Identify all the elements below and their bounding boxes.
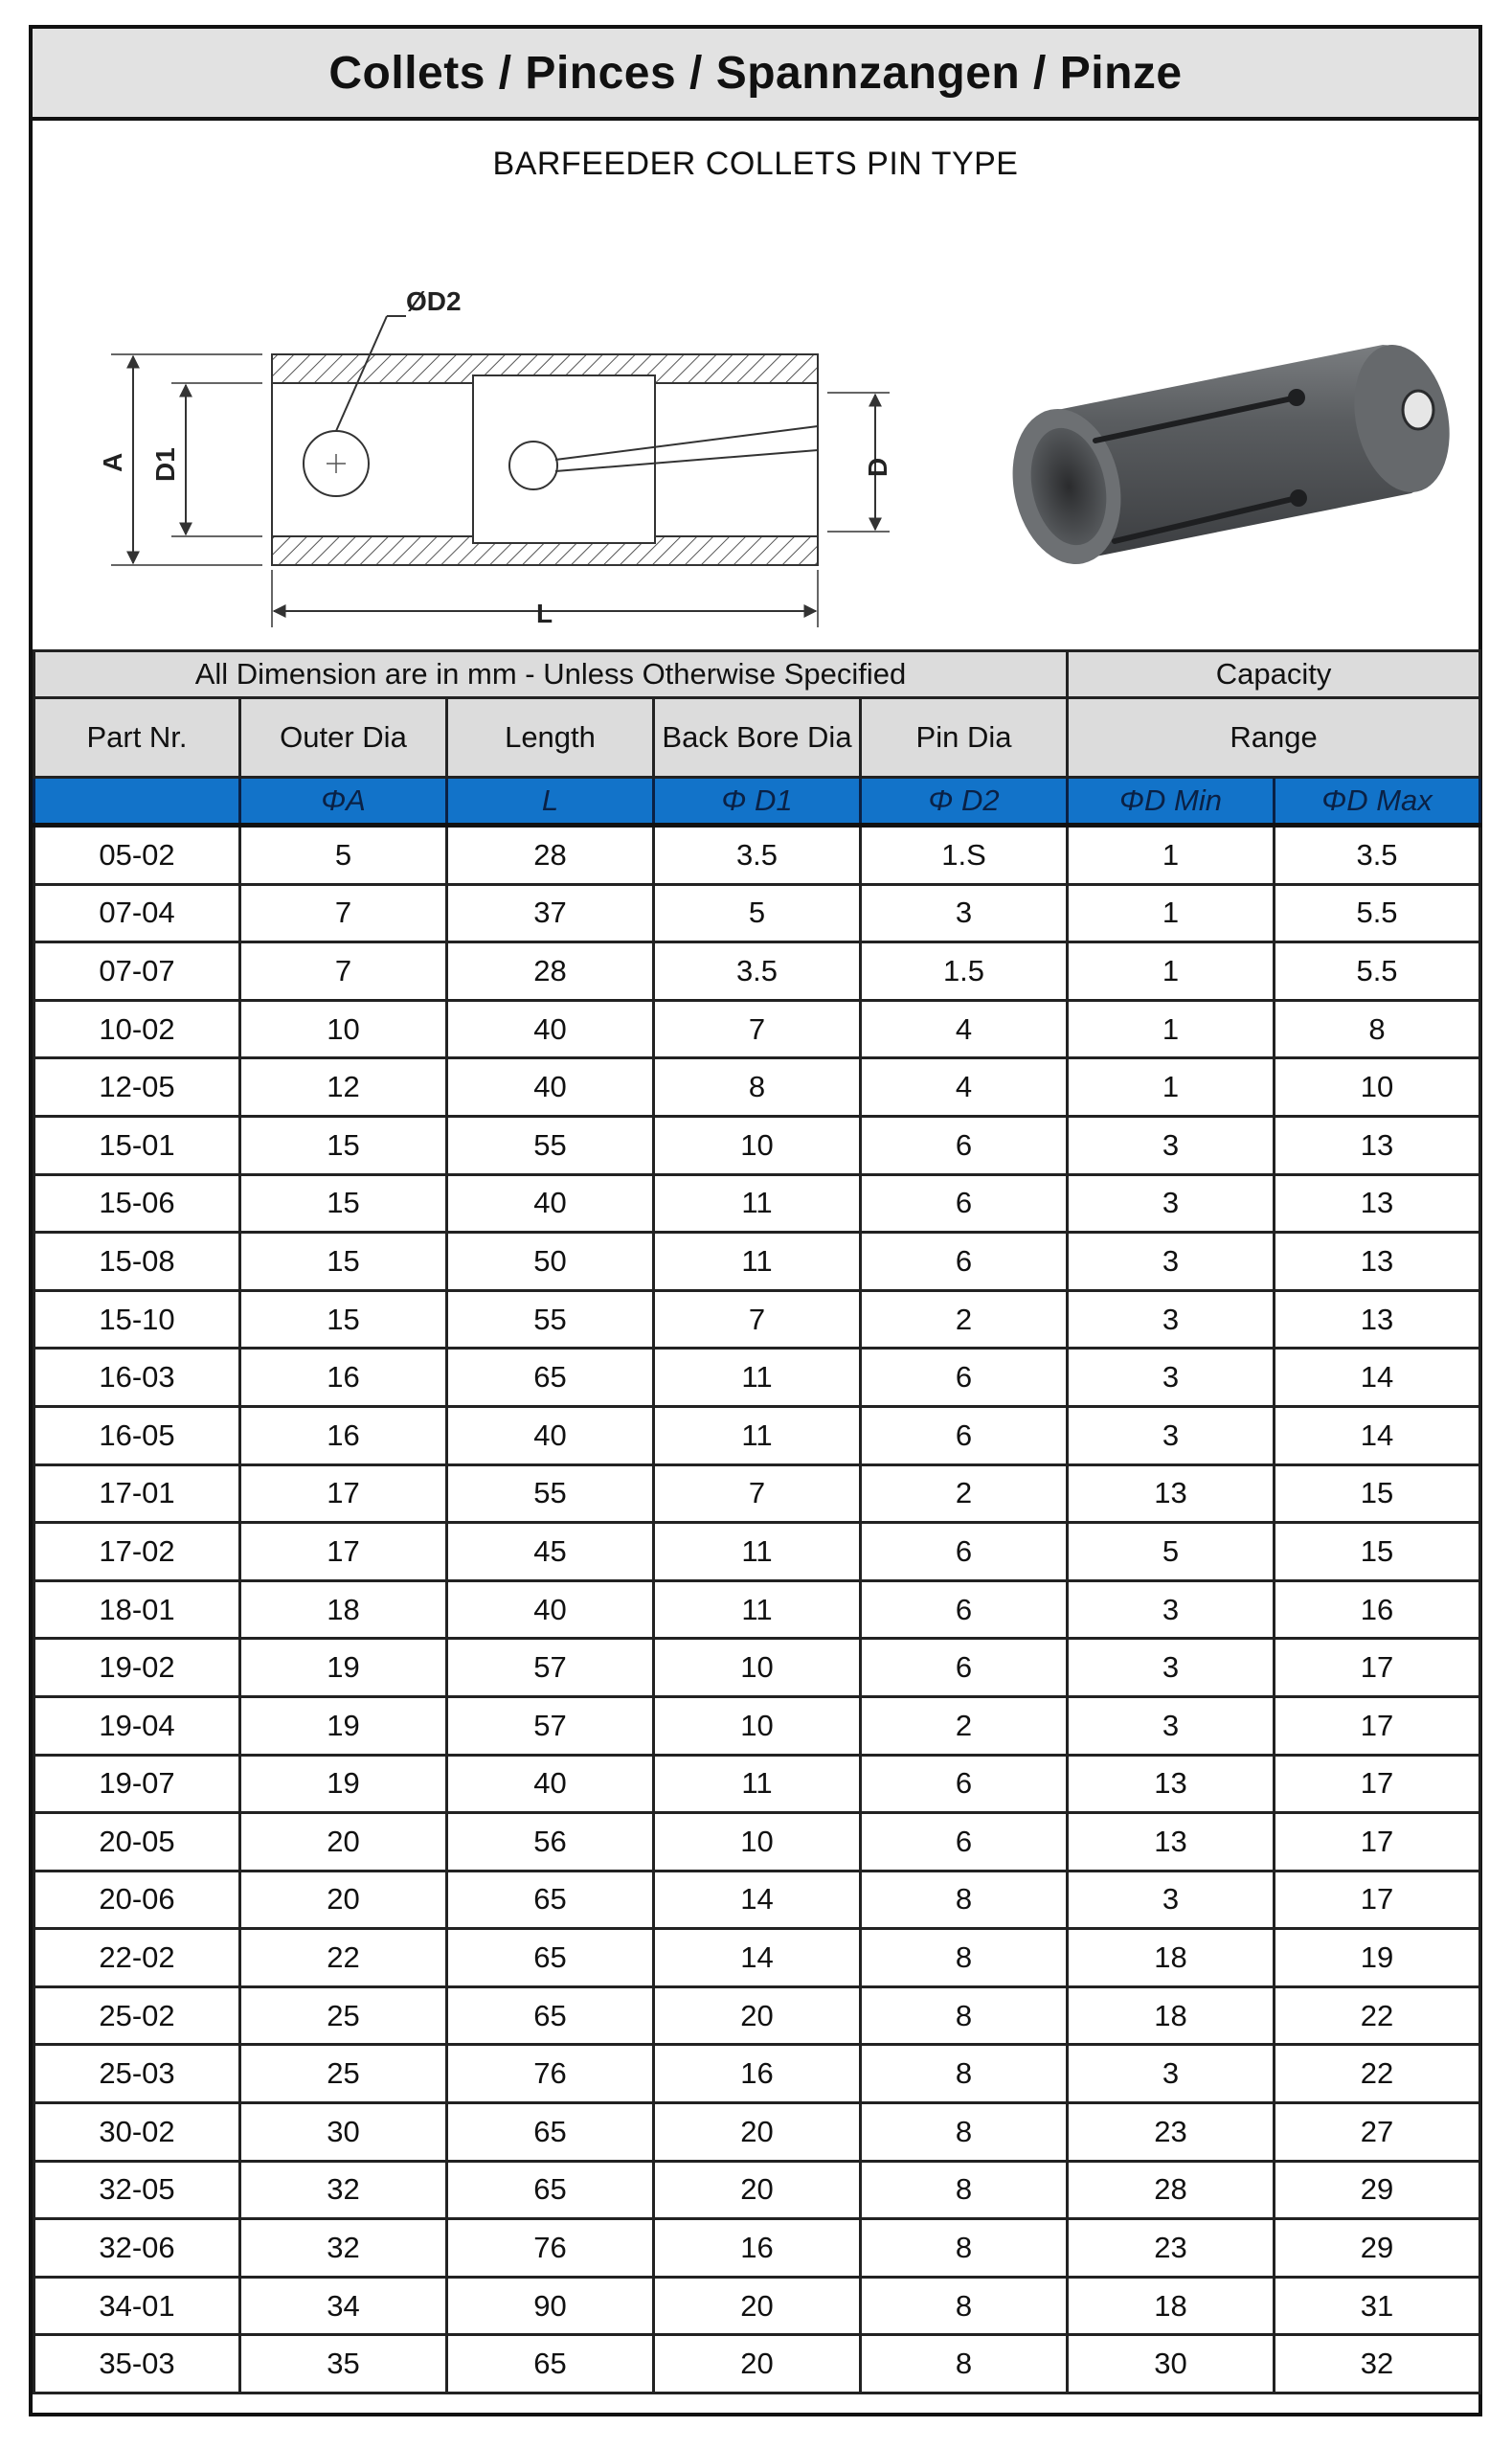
cell-outer-dia: 18 bbox=[240, 1580, 447, 1639]
cell-d-max: 16 bbox=[1275, 1580, 1480, 1639]
cell-pin-dia: 8 bbox=[861, 2103, 1068, 2162]
cell-d-max: 15 bbox=[1275, 1523, 1480, 1581]
cell-d-min: 18 bbox=[1068, 2277, 1275, 2335]
cell-back-bore-dia: 10 bbox=[654, 1639, 861, 1697]
cell-back-bore-dia: 20 bbox=[654, 2103, 861, 2162]
cell-back-bore-dia: 11 bbox=[654, 1523, 861, 1581]
table-row bbox=[34, 2045, 1480, 2103]
table-row bbox=[34, 2335, 1480, 2393]
cell-d-max: 29 bbox=[1275, 2161, 1480, 2219]
cell-d-min: 3 bbox=[1068, 1349, 1275, 1407]
cell-back-bore-dia: 10 bbox=[654, 1813, 861, 1872]
cell-d-max: 10 bbox=[1275, 1058, 1480, 1117]
cell-back-bore-dia: 20 bbox=[654, 2335, 861, 2393]
cell-outer-dia: 15 bbox=[240, 1233, 447, 1291]
table-row bbox=[34, 1000, 1480, 1058]
cell-part-nr: 19-07 bbox=[34, 1755, 240, 1813]
cell-outer-dia: 7 bbox=[240, 884, 447, 942]
label-l: L bbox=[536, 599, 553, 628]
cell-d-max: 17 bbox=[1275, 1755, 1480, 1813]
cell-pin-dia: 6 bbox=[861, 1233, 1068, 1291]
cell-outer-dia: 25 bbox=[240, 1986, 447, 2045]
cell-d-min: 3 bbox=[1068, 2045, 1275, 2103]
capacity-header: Capacity bbox=[1068, 651, 1480, 698]
cell-length: 65 bbox=[447, 2103, 654, 2162]
table-row bbox=[34, 1523, 1480, 1581]
cell-pin-dia: 6 bbox=[861, 1639, 1068, 1697]
table-row bbox=[34, 1290, 1480, 1349]
table-row bbox=[34, 1174, 1480, 1233]
cell-back-bore-dia: 20 bbox=[654, 2277, 861, 2335]
label-a: A bbox=[98, 452, 127, 472]
cell-part-nr: 19-04 bbox=[34, 1696, 240, 1755]
cell-part-nr: 35-03 bbox=[34, 2335, 240, 2393]
cell-pin-dia: 8 bbox=[861, 1871, 1068, 1929]
header-back-bore-dia: Back Bore Dia bbox=[654, 698, 861, 778]
cell-outer-dia: 15 bbox=[240, 1290, 447, 1349]
table-row bbox=[34, 2219, 1480, 2278]
cell-d-min: 3 bbox=[1068, 1174, 1275, 1233]
cell-pin-dia: 6 bbox=[861, 1116, 1068, 1174]
cell-d-min: 3 bbox=[1068, 1871, 1275, 1929]
cell-length: 40 bbox=[447, 1406, 654, 1464]
table-row bbox=[34, 1986, 1480, 2045]
cell-d-max: 17 bbox=[1275, 1639, 1480, 1697]
cell-part-nr: 15-06 bbox=[34, 1174, 240, 1233]
symbol-l: L bbox=[447, 778, 654, 826]
cell-d-max: 32 bbox=[1275, 2335, 1480, 2393]
cell-back-bore-dia: 3.5 bbox=[654, 826, 861, 885]
table-row bbox=[34, 1406, 1480, 1464]
cell-outer-dia: 19 bbox=[240, 1755, 447, 1813]
header-pin-dia: Pin Dia bbox=[861, 698, 1068, 778]
cell-d-max: 22 bbox=[1275, 1986, 1480, 2045]
table-row bbox=[34, 1696, 1480, 1755]
table-row bbox=[34, 1871, 1480, 1929]
cell-d-min: 3 bbox=[1068, 1580, 1275, 1639]
cell-d-max: 3.5 bbox=[1275, 826, 1480, 885]
cell-d-max: 15 bbox=[1275, 1464, 1480, 1523]
table-row bbox=[34, 1349, 1480, 1407]
cell-part-nr: 32-05 bbox=[34, 2161, 240, 2219]
cell-back-bore-dia: 7 bbox=[654, 1464, 861, 1523]
cell-back-bore-dia: 16 bbox=[654, 2045, 861, 2103]
cell-d-max: 5.5 bbox=[1275, 884, 1480, 942]
cell-d-max: 8 bbox=[1275, 1000, 1480, 1058]
table-note-row bbox=[34, 651, 1480, 698]
cell-d-min: 1 bbox=[1068, 942, 1275, 1001]
cell-part-nr: 12-05 bbox=[34, 1058, 240, 1117]
cell-outer-dia: 25 bbox=[240, 2045, 447, 2103]
cell-part-nr: 17-02 bbox=[34, 1523, 240, 1581]
cell-pin-dia: 4 bbox=[861, 1000, 1068, 1058]
cell-part-nr: 20-05 bbox=[34, 1813, 240, 1872]
cell-d-min: 13 bbox=[1068, 1755, 1275, 1813]
table-row bbox=[34, 826, 1480, 885]
table-row bbox=[34, 2277, 1480, 2335]
cell-part-nr: 22-02 bbox=[34, 1929, 240, 1987]
cell-length: 56 bbox=[447, 1813, 654, 1872]
cell-length: 65 bbox=[447, 2335, 654, 2393]
cell-d-min: 13 bbox=[1068, 1813, 1275, 1872]
table-row bbox=[34, 1464, 1480, 1523]
cell-length: 40 bbox=[447, 1755, 654, 1813]
cell-length: 28 bbox=[447, 942, 654, 1001]
cell-back-bore-dia: 11 bbox=[654, 1406, 861, 1464]
cell-length: 57 bbox=[447, 1696, 654, 1755]
cell-length: 55 bbox=[447, 1464, 654, 1523]
collet-technical-drawing bbox=[90, 249, 914, 651]
cell-d-min: 3 bbox=[1068, 1406, 1275, 1464]
cell-d-min: 13 bbox=[1068, 1464, 1275, 1523]
cell-pin-dia: 6 bbox=[861, 1174, 1068, 1233]
cell-back-bore-dia: 10 bbox=[654, 1116, 861, 1174]
cell-part-nr: 16-03 bbox=[34, 1349, 240, 1407]
cell-length: 57 bbox=[447, 1639, 654, 1697]
table-row bbox=[34, 1929, 1480, 1987]
table-row bbox=[34, 1058, 1480, 1117]
cell-d-max: 13 bbox=[1275, 1116, 1480, 1174]
cell-part-nr: 32-06 bbox=[34, 2219, 240, 2278]
cell-pin-dia: 8 bbox=[861, 2045, 1068, 2103]
symbol-d2: Φ D2 bbox=[861, 778, 1068, 826]
cell-outer-dia: 10 bbox=[240, 1000, 447, 1058]
cell-d-min: 3 bbox=[1068, 1116, 1275, 1174]
table-row bbox=[34, 1233, 1480, 1291]
cell-part-nr: 19-02 bbox=[34, 1639, 240, 1697]
cell-pin-dia: 6 bbox=[861, 1406, 1068, 1464]
cell-outer-dia: 19 bbox=[240, 1696, 447, 1755]
cell-outer-dia: 15 bbox=[240, 1116, 447, 1174]
cell-pin-dia: 1.5 bbox=[861, 942, 1068, 1001]
cell-d-min: 23 bbox=[1068, 2219, 1275, 2278]
cell-pin-dia: 2 bbox=[861, 1464, 1068, 1523]
cell-pin-dia: 8 bbox=[861, 2277, 1068, 2335]
cell-d-min: 3 bbox=[1068, 1233, 1275, 1291]
cell-length: 90 bbox=[447, 2277, 654, 2335]
cell-pin-dia: 6 bbox=[861, 1580, 1068, 1639]
cell-length: 55 bbox=[447, 1116, 654, 1174]
symbol-d-min: ΦD Min bbox=[1068, 778, 1275, 826]
cell-pin-dia: 4 bbox=[861, 1058, 1068, 1117]
cell-part-nr: 25-02 bbox=[34, 1986, 240, 2045]
cell-outer-dia: 20 bbox=[240, 1871, 447, 1929]
table-row bbox=[34, 1813, 1480, 1872]
cell-pin-dia: 8 bbox=[861, 2219, 1068, 2278]
cell-outer-dia: 22 bbox=[240, 1929, 447, 1987]
cell-back-bore-dia: 7 bbox=[654, 1290, 861, 1349]
cell-pin-dia: 6 bbox=[861, 1349, 1068, 1407]
label-d1: D1 bbox=[150, 447, 180, 482]
cell-part-nr: 15-01 bbox=[34, 1116, 240, 1174]
header-length: Length bbox=[447, 698, 654, 778]
symbol-a: ΦA bbox=[240, 778, 447, 826]
cell-part-nr: 34-01 bbox=[34, 2277, 240, 2335]
cell-pin-dia: 8 bbox=[861, 2335, 1068, 2393]
table-row bbox=[34, 1116, 1480, 1174]
symbol-d-max: ΦD Max bbox=[1275, 778, 1480, 826]
cell-part-nr: 05-02 bbox=[34, 826, 240, 885]
table-row bbox=[34, 942, 1480, 1001]
cell-part-nr: 07-04 bbox=[34, 884, 240, 942]
cell-d-min: 1 bbox=[1068, 884, 1275, 942]
cell-outer-dia: 16 bbox=[240, 1349, 447, 1407]
cell-outer-dia: 32 bbox=[240, 2161, 447, 2219]
document-frame bbox=[29, 25, 1482, 2416]
cell-back-bore-dia: 3.5 bbox=[654, 942, 861, 1001]
cell-d-max: 22 bbox=[1275, 2045, 1480, 2103]
cell-outer-dia: 17 bbox=[240, 1464, 447, 1523]
cell-d-min: 28 bbox=[1068, 2161, 1275, 2219]
cell-d-max: 27 bbox=[1275, 2103, 1480, 2162]
cell-length: 65 bbox=[447, 2161, 654, 2219]
cell-part-nr: 30-02 bbox=[34, 2103, 240, 2162]
page-subtitle: BARFEEDER COLLETS PIN TYPE bbox=[492, 146, 1019, 182]
cell-length: 45 bbox=[447, 1523, 654, 1581]
cell-length: 65 bbox=[447, 1929, 654, 1987]
cell-pin-dia: 2 bbox=[861, 1696, 1068, 1755]
cell-back-bore-dia: 14 bbox=[654, 1929, 861, 1987]
cell-back-bore-dia: 11 bbox=[654, 1755, 861, 1813]
cell-outer-dia: 7 bbox=[240, 942, 447, 1001]
dimensions-table bbox=[33, 649, 1481, 2394]
cell-pin-dia: 6 bbox=[861, 1755, 1068, 1813]
cell-length: 40 bbox=[447, 1058, 654, 1117]
cell-back-bore-dia: 20 bbox=[654, 1986, 861, 2045]
cell-d-min: 3 bbox=[1068, 1696, 1275, 1755]
table-symbol-row bbox=[34, 778, 1480, 826]
collet-product-image bbox=[981, 306, 1478, 613]
cell-back-bore-dia: 11 bbox=[654, 1349, 861, 1407]
cell-pin-dia: 3 bbox=[861, 884, 1068, 942]
cell-part-nr: 15-08 bbox=[34, 1233, 240, 1291]
cell-part-nr: 07-07 bbox=[34, 942, 240, 1001]
cell-d-max: 31 bbox=[1275, 2277, 1480, 2335]
cell-pin-dia: 1.S bbox=[861, 826, 1068, 885]
cell-part-nr: 16-05 bbox=[34, 1406, 240, 1464]
cell-length: 65 bbox=[447, 1871, 654, 1929]
cell-back-bore-dia: 11 bbox=[654, 1580, 861, 1639]
cell-length: 40 bbox=[447, 1580, 654, 1639]
cell-back-bore-dia: 5 bbox=[654, 884, 861, 942]
cell-d-min: 3 bbox=[1068, 1639, 1275, 1697]
label-d2: ØD2 bbox=[406, 286, 462, 316]
cell-d-min: 1 bbox=[1068, 1058, 1275, 1117]
cell-d-max: 17 bbox=[1275, 1871, 1480, 1929]
cell-back-bore-dia: 20 bbox=[654, 2161, 861, 2219]
cell-pin-dia: 6 bbox=[861, 1813, 1068, 1872]
cell-d-max: 19 bbox=[1275, 1929, 1480, 1987]
cell-length: 28 bbox=[447, 826, 654, 885]
units-note: All Dimension are in mm - Unless Otherwise Specified bbox=[34, 651, 1068, 698]
cell-d-min: 23 bbox=[1068, 2103, 1275, 2162]
cell-back-bore-dia: 16 bbox=[654, 2219, 861, 2278]
cell-back-bore-dia: 11 bbox=[654, 1174, 861, 1233]
cell-d-max: 17 bbox=[1275, 1813, 1480, 1872]
cell-pin-dia: 8 bbox=[861, 2161, 1068, 2219]
table-row bbox=[34, 1639, 1480, 1697]
cell-length: 50 bbox=[447, 1233, 654, 1291]
cell-d-max: 13 bbox=[1275, 1174, 1480, 1233]
cell-part-nr: 17-01 bbox=[34, 1464, 240, 1523]
cell-outer-dia: 35 bbox=[240, 2335, 447, 2393]
cell-back-bore-dia: 11 bbox=[654, 1233, 861, 1291]
cell-pin-dia: 6 bbox=[861, 1523, 1068, 1581]
table-row bbox=[34, 2103, 1480, 2162]
cell-outer-dia: 16 bbox=[240, 1406, 447, 1464]
cell-outer-dia: 30 bbox=[240, 2103, 447, 2162]
cell-d-min: 18 bbox=[1068, 1986, 1275, 2045]
page-title: Collets / Pinces / Spannzangen / Pinze bbox=[328, 47, 1183, 99]
symbol-part-nr bbox=[34, 778, 240, 826]
cell-part-nr: 20-06 bbox=[34, 1871, 240, 1929]
table-header-row bbox=[34, 698, 1480, 778]
cell-back-bore-dia: 7 bbox=[654, 1000, 861, 1058]
pin-hole bbox=[1403, 391, 1433, 429]
cell-length: 40 bbox=[447, 1174, 654, 1233]
cell-length: 37 bbox=[447, 884, 654, 942]
cell-d-max: 17 bbox=[1275, 1696, 1480, 1755]
cell-outer-dia: 19 bbox=[240, 1639, 447, 1697]
header-outer-dia: Outer Dia bbox=[240, 698, 447, 778]
cell-d-min: 1 bbox=[1068, 826, 1275, 885]
cell-d-min: 5 bbox=[1068, 1523, 1275, 1581]
header-range: Range bbox=[1068, 698, 1480, 778]
cell-length: 65 bbox=[447, 1986, 654, 2045]
cell-length: 55 bbox=[447, 1290, 654, 1349]
cell-outer-dia: 15 bbox=[240, 1174, 447, 1233]
cell-part-nr: 15-10 bbox=[34, 1290, 240, 1349]
header-part-nr: Part Nr. bbox=[34, 698, 240, 778]
cell-outer-dia: 5 bbox=[240, 826, 447, 885]
cell-d-max: 14 bbox=[1275, 1406, 1480, 1464]
cell-d-min: 30 bbox=[1068, 2335, 1275, 2393]
slot-end-circle bbox=[509, 442, 557, 489]
title-bar bbox=[33, 29, 1478, 121]
cell-back-bore-dia: 14 bbox=[654, 1871, 861, 1929]
table-row bbox=[34, 884, 1480, 942]
cell-length: 76 bbox=[447, 2219, 654, 2278]
cell-d-min: 1 bbox=[1068, 1000, 1275, 1058]
cell-outer-dia: 34 bbox=[240, 2277, 447, 2335]
cell-pin-dia: 8 bbox=[861, 1929, 1068, 1987]
table-row bbox=[34, 2161, 1480, 2219]
cell-d-min: 18 bbox=[1068, 1929, 1275, 1987]
cell-d-min: 3 bbox=[1068, 1290, 1275, 1349]
cell-length: 40 bbox=[447, 1000, 654, 1058]
cell-pin-dia: 8 bbox=[861, 1986, 1068, 2045]
cell-d-max: 13 bbox=[1275, 1290, 1480, 1349]
cell-back-bore-dia: 10 bbox=[654, 1696, 861, 1755]
cell-back-bore-dia: 8 bbox=[654, 1058, 861, 1117]
cell-outer-dia: 32 bbox=[240, 2219, 447, 2278]
symbol-d1: Φ D1 bbox=[654, 778, 861, 826]
cell-part-nr: 10-02 bbox=[34, 1000, 240, 1058]
table-row bbox=[34, 1580, 1480, 1639]
cell-part-nr: 25-03 bbox=[34, 2045, 240, 2103]
cell-outer-dia: 20 bbox=[240, 1813, 447, 1872]
cell-d-max: 13 bbox=[1275, 1233, 1480, 1291]
table-row bbox=[34, 1755, 1480, 1813]
cell-length: 65 bbox=[447, 1349, 654, 1407]
cell-d-max: 5.5 bbox=[1275, 942, 1480, 1001]
cell-part-nr: 18-01 bbox=[34, 1580, 240, 1639]
cell-outer-dia: 12 bbox=[240, 1058, 447, 1117]
cell-length: 76 bbox=[447, 2045, 654, 2103]
cell-d-max: 29 bbox=[1275, 2219, 1480, 2278]
cell-outer-dia: 17 bbox=[240, 1523, 447, 1581]
cell-d-max: 14 bbox=[1275, 1349, 1480, 1407]
cell-pin-dia: 2 bbox=[861, 1290, 1068, 1349]
label-d: D bbox=[863, 457, 892, 477]
